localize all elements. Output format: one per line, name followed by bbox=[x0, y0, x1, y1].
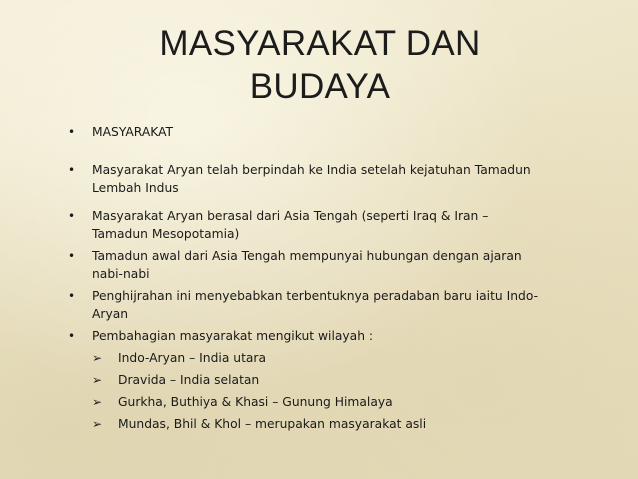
bullet-icon: • bbox=[68, 249, 76, 263]
bullet-text: Pembahagian masyarakat mengikut wilayah : bbox=[92, 329, 374, 343]
sub-bullet-text: Indo-Aryan – India utara bbox=[118, 351, 267, 365]
sub-bullet-item bbox=[0, 349, 638, 367]
bullet-text: Tamadun awal dari Asia Tengah mempunyai hubungan dengan ajaran nabi-nabi bbox=[92, 249, 522, 281]
bullet-text: Masyarakat Aryan berasal dari Asia Tengah (seperti Iraq & Iran – Tamadun Mesopotamia) bbox=[92, 209, 489, 241]
bullet-list bbox=[0, 123, 638, 433]
bullet-text: Penghijrahan ini menyebabkan terbentuknya peradaban baru iaitu Indo-Aryan bbox=[92, 289, 539, 321]
arrow-bullet-icon: ➢ bbox=[92, 417, 103, 431]
bullet-item bbox=[0, 327, 638, 345]
bullet-item bbox=[0, 247, 638, 283]
bullet-text: MASYARAKAT bbox=[92, 125, 174, 139]
bullet-item bbox=[0, 161, 638, 197]
arrow-bullet-icon: ➢ bbox=[92, 373, 103, 387]
bullet-icon: • bbox=[68, 125, 76, 139]
arrow-bullet-icon: ➢ bbox=[92, 351, 103, 365]
sub-bullet-item bbox=[0, 415, 638, 433]
arrow-bullet-icon: ➢ bbox=[92, 395, 103, 409]
bullet-item bbox=[0, 207, 638, 243]
sub-bullet-text: Dravida – India selatan bbox=[118, 373, 260, 387]
slide-title-line-1: MASYARAKAT DAN bbox=[159, 24, 481, 63]
bullet-icon: • bbox=[68, 163, 76, 177]
bullet-item bbox=[0, 287, 638, 323]
bullet-item bbox=[0, 123, 638, 141]
sub-bullet-text: Mundas, Bhil & Khol – merupakan masyarakat asli bbox=[118, 417, 427, 431]
sub-bullet-text: Gurkha, Buthiya & Khasi – Gunung Himalaya bbox=[118, 395, 393, 409]
sub-bullet-item bbox=[0, 371, 638, 389]
slide-title-line-2: BUDAYA bbox=[249, 67, 391, 106]
bullet-icon: • bbox=[68, 209, 76, 223]
sub-bullet-item bbox=[0, 393, 638, 411]
bullet-icon: • bbox=[68, 289, 76, 303]
slide-title bbox=[60, 22, 580, 108]
bullet-text: Masyarakat Aryan telah berpindah ke India setelah kejatuhan Tamadun Lembah Indus bbox=[92, 163, 531, 195]
bullet-icon: • bbox=[68, 329, 76, 343]
